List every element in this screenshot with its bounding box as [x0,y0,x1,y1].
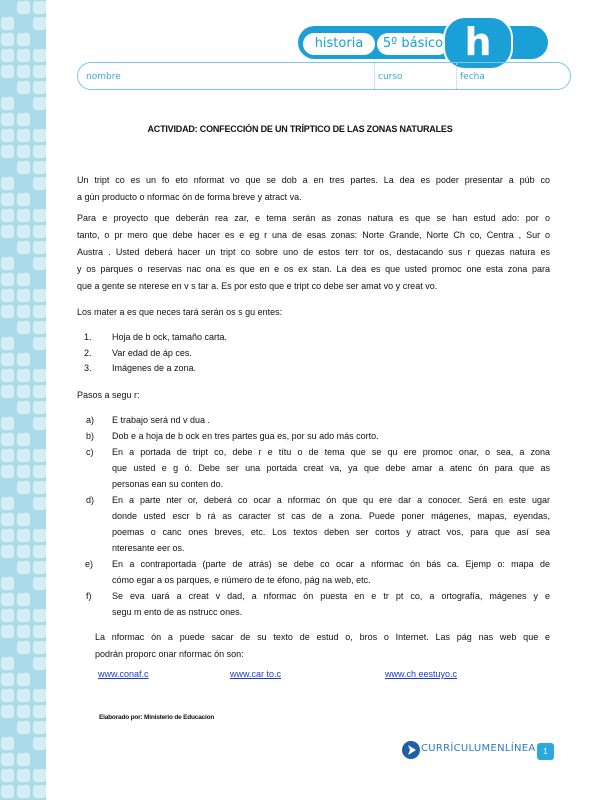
list-marker: e) [85,559,94,569]
strip-square [17,689,30,702]
strip-square [33,721,46,734]
strip-square [1,33,14,46]
step-line: cómo egar a os parques, e número de te éfono, pág na web, etc. [112,575,371,585]
strip-square [1,545,14,558]
strip-square [17,529,30,542]
step-line: nteresante eer os. [112,543,185,553]
strip-square [33,417,46,430]
project-line: y os parques o reservas nac ona es que en e os ex stan. La dea es que usted promoc one esta zona para [77,264,550,274]
strip-square [17,641,30,654]
intro-line: Un tript co es un fo eto nformat vo que se dob a en tres partes. La dea es poder presentar a púb co [77,175,550,185]
material-item: Hoja de b ock, tamaño carta. [112,332,228,342]
strip-square [1,289,14,302]
curriculum-play-logo-icon [402,741,420,759]
list-marker: f) [86,591,92,601]
strip-square [17,225,30,238]
project-line: Austra . Usted deberá hacer un tript co sobre uno de estos terr tor os, destacando sus r quezas natura es [77,247,550,257]
strip-square [17,625,30,638]
strip-square [33,49,46,62]
strip-square [1,769,14,782]
strip-square [17,369,30,382]
curriculum-logo-text: CURRÍCULUMENLÍNEA [421,743,536,754]
page-number: 1 [537,743,554,760]
list-marker: 2. [84,347,92,358]
step-line: que usted e g ó. Debe ser una portada creat va, ya que debe amar a atenc ón para que as [112,463,550,473]
strip-square [33,257,46,270]
strip-square [33,657,46,670]
strip-square [33,305,46,318]
strip-square [17,433,30,446]
strip-square [1,209,14,222]
subject-tag: historia [303,33,375,55]
strip-square [17,241,30,254]
strip-square [33,1,46,14]
sources-line: La nformac ón a puede sacar de su texto de estud o, bros o Internet. Las pág nas web que e [95,632,550,642]
strip-square [33,81,46,94]
strip-square [1,737,14,750]
step-line: personas ean su conten do. [112,479,224,489]
strip-square [33,705,46,718]
strip-square [33,177,46,190]
subject-letter-badge: h [443,16,513,70]
strip-square [33,337,46,350]
strip-square [33,465,46,478]
strip-square [17,209,30,222]
strip-square [33,97,46,110]
strip-square [1,609,14,622]
strip-square [33,385,46,398]
strip-square [33,449,46,462]
materials-heading: Los mater a es que neces tará serán os s gu entes: [77,307,283,317]
strip-square [1,17,14,30]
strip-square [1,369,14,382]
strip-square [33,689,46,702]
strip-square [1,305,14,318]
strip-square [17,545,30,558]
link-conaf[interactable]: www.conaf.c [98,669,149,679]
divider [374,63,375,89]
strip-square [1,65,14,78]
strip-square [33,529,46,542]
divider [456,63,457,89]
strip-square [1,417,14,430]
strip-square [17,753,30,766]
list-marker: 1. [84,332,92,342]
strip-square [17,49,30,62]
strip-square [1,433,14,446]
strip-square [1,577,14,590]
step-line: poemas o canc ones breves, etc. Los textos deben ser cortos y atract vos, para que así sea [112,527,550,537]
strip-square [17,353,30,366]
date-field-label: fecha [460,72,485,82]
strip-square [1,449,14,462]
strip-square [17,705,30,718]
link-chileestuyo[interactable]: www.ch eestuyo.c [385,669,458,679]
strip-square [1,225,14,238]
strip-square [17,161,30,174]
strip-square [33,225,46,238]
strip-square [17,721,30,734]
link-carto[interactable]: www.car to.c [230,669,282,679]
step-line: En a contraportada (parte de atrás) se debe co ocar a nformac ón bás ca. Ejemp o: mapa de [112,559,550,569]
steps-heading: Pasos a segu r: [77,390,140,400]
strip-square [17,81,30,94]
strip-square [17,33,30,46]
strip-square [17,1,30,14]
strip-square [17,785,30,798]
strip-square [33,241,46,254]
step-line: En a parte nter or, deberá co ocar a nformac ón que qu ere dar a conocer. Será en este ugar [112,495,550,505]
strip-square [17,449,30,462]
strip-square [33,401,46,414]
strip-square [17,65,30,78]
project-line: Para e proyecto que deberán rea zar, e tema serán as zonas natura es que se han estud ado: por o [77,213,550,223]
decorative-side-strip [0,0,46,800]
list-marker: c) [86,447,94,457]
strip-square [33,561,46,574]
strip-square [17,673,30,686]
step-line: Se eva uará a creat v dad, a nformac ón puesta en e tr pt co, a ortografía, mágenes y e [112,591,550,601]
strip-square [17,289,30,302]
strip-square [1,625,14,638]
student-info-bar [77,62,571,90]
step-line: Dob e a hoja de b ock en tres partes gua es, por su ado más corto. [112,431,379,441]
step-line: E trabajo será nd v dua . [112,415,211,425]
strip-square [1,689,14,702]
material-item: Imágenes de a zona. [112,363,197,373]
credit-line: Elaborado por: Ministerio de Educacion [99,714,215,721]
course-field-label: curso [378,72,403,82]
strip-square [1,385,14,398]
strip-square [17,513,30,526]
strip-square [17,609,30,622]
intro-line: a gún producto o nformac ón de forma breve y atract va. [77,191,302,202]
list-marker: b) [86,431,95,441]
strip-square [33,161,46,174]
strip-square [17,593,30,606]
strip-square [33,545,46,558]
strip-square [1,497,14,510]
strip-square [33,497,46,510]
step-line: segu m ento de as nstrucc ones. [112,607,243,617]
strip-square [33,369,46,382]
strip-square [1,193,14,206]
sources-line: podrán proporc onar nformac ón son: [95,648,244,659]
strip-square [33,625,46,638]
step-line: En a portada de tript co, debe r e títu o de tema que se qu ere promoc onar, o sea, a zona [112,447,550,457]
strip-square [1,657,14,670]
strip-square [1,753,14,766]
strip-square [17,305,30,318]
strip-square [17,481,30,494]
material-item: Var edad de áp ces. [112,347,192,358]
strip-square [33,769,46,782]
strip-square [33,577,46,590]
strip-square [1,337,14,350]
strip-square [1,145,14,158]
strip-square [17,385,30,398]
strip-square [17,321,30,334]
strip-square [17,465,30,478]
strip-square [33,737,46,750]
strip-square [1,353,14,366]
strip-square [33,481,46,494]
strip-square [1,49,14,62]
strip-square [1,593,14,606]
strip-square [17,145,30,158]
strip-square [1,97,14,110]
strip-square [33,785,46,798]
strip-square [1,273,14,286]
strip-square [33,609,46,622]
strip-square [17,193,30,206]
strip-square [33,17,46,30]
strip-square [1,705,14,718]
grade-tag: 5º básico [377,33,449,55]
strip-square [17,769,30,782]
page-title: ACTIVIDAD: CONFECCIÓN DE UN TRÍPTICO DE LAS ZONAS NATURALES [147,124,453,134]
strip-square [17,561,30,574]
list-marker: a) [86,415,95,425]
strip-square [33,209,46,222]
list-marker: 3. [84,363,92,373]
strip-square [33,321,46,334]
strip-square [17,273,30,286]
strip-square [1,785,14,798]
strip-square [1,529,14,542]
project-line: tanto, o pr mero que debe hacer es e eg r una de esas zonas: Norte Grande, Norte Ch co, Centra , Sur o [77,230,550,240]
strip-square [33,145,46,158]
list-marker: d) [86,495,95,505]
strip-square [1,257,14,270]
strip-square [33,641,46,654]
strip-square [1,465,14,478]
project-line: que a gente se nterese en v s tar a. Es por esto que e tript co debe ser amat vo y creat vo. [77,281,438,291]
strip-square [1,673,14,686]
name-field-label: nombre [86,72,121,82]
strip-square [33,289,46,302]
strip-square [17,401,30,414]
strip-square [33,65,46,78]
strip-square [1,513,14,526]
strip-square [1,177,14,190]
step-line: donde usted escr b rá as caracter st cas de a zona. Puede poner mágenes, mapas, eyendas, [112,511,550,521]
